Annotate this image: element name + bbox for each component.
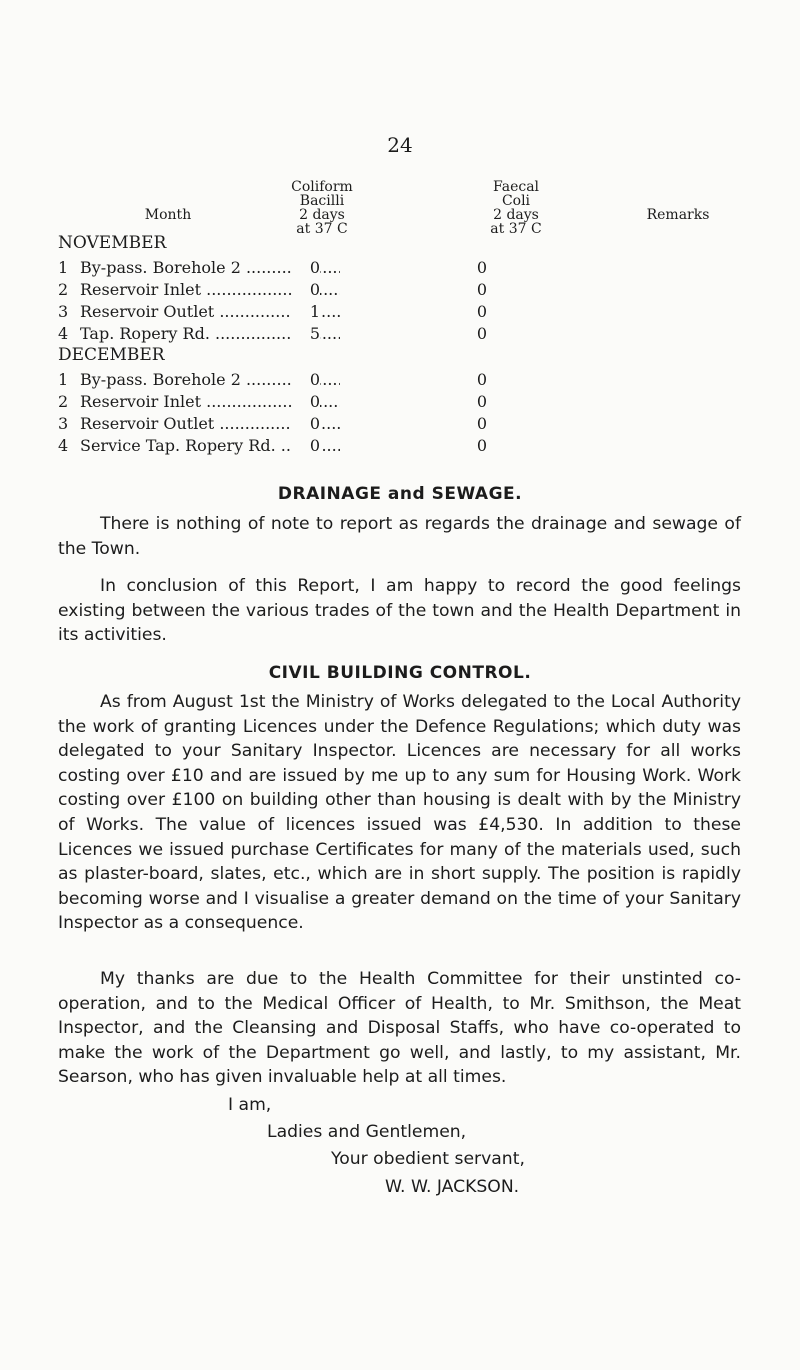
table-row — [58, 414, 658, 436]
coliform-header-line: 2 days — [299, 207, 345, 223]
table-row — [58, 436, 658, 458]
coliform-header-line: Coliform — [291, 179, 353, 195]
closing-i-am: I am, — [228, 1095, 272, 1115]
remarks-header-label: Remarks — [646, 207, 710, 223]
row-faecal-value: 0 — [476, 370, 488, 389]
row-coliform-value: 0 — [292, 258, 320, 277]
row-coliform-value: 5 — [292, 324, 320, 343]
closing-salutation: Ladies and Gentlemen, — [267, 1122, 467, 1142]
row-number: 1 — [58, 258, 69, 277]
month-header-label: Month — [144, 207, 192, 223]
row-site-text: By-pass. Borehole 2 ..... — [80, 258, 340, 277]
column-header-remarks — [628, 208, 728, 222]
page-number: 24 — [387, 133, 413, 157]
row-coliform-value: 0 — [292, 392, 320, 411]
section-label-december: DECEMBER — [58, 345, 165, 365]
row-coliform-value: 0 — [292, 436, 320, 455]
row-number: 2 — [58, 392, 69, 411]
row-number: 4 — [58, 436, 69, 455]
row-faecal-value: 0 — [476, 302, 488, 321]
row-number: 3 — [58, 414, 69, 433]
row-number: 2 — [58, 280, 69, 299]
row-faecal-value: 0 — [476, 414, 488, 433]
paragraph-drainage: There is nothing of note to report as regards the drainage and sewage of the Town. — [58, 514, 741, 559]
row-coliform-value: 0 — [292, 280, 320, 299]
row-coliform-value: 0 — [292, 414, 320, 433]
row-faecal-value: 0 — [476, 436, 488, 455]
row-coliform-value: 0 — [292, 370, 320, 389]
faecal-header-line: at 37 C — [490, 221, 542, 237]
row-site-text: Service Tap. Ropery Rd. ..... — [80, 436, 340, 455]
signature-name: W. W. JACKSON. — [385, 1177, 520, 1197]
row-site-text: Reservoir Inlet ..... — [80, 392, 340, 411]
column-header-faecal — [456, 180, 576, 236]
row-site-text: Reservoir Inlet ..... — [80, 280, 340, 299]
column-header-month — [128, 208, 208, 222]
section-heading-drainage: DRAINAGE and SEWAGE. — [277, 484, 523, 504]
table-row — [58, 324, 658, 346]
table-row — [58, 392, 658, 414]
paragraph-licences: As from August 1st the Ministry of Works delegated to the Local Authority the work of granting Licences under the Defence Regulations; which duty was delegated to your Sanitary Inspector. Licences are necessary for all works costing over £10 and are issued by me up to any sum for Housing Work. Work costing over £100 on building other than housing is dealt with by the Ministry of Works. The value of licences issued was £4,530. In addition to these Licences we issued purchase Certificates for many of the materials used, such as plaster-board, slates, etc., which are in short supply. The position is rapidly becoming worse and I visualise a greater demand on the time of your Sanitary Inspector as a consequence. — [58, 692, 741, 934]
table-row — [58, 370, 658, 392]
row-number: 4 — [58, 324, 69, 343]
row-site-text: Reservoir Outlet ..... — [80, 414, 340, 433]
column-header-coliform — [262, 180, 382, 236]
faecal-header-line: Faecal — [492, 179, 540, 195]
row-site-text: Reservoir Outlet ..... — [80, 302, 340, 321]
row-number: 3 — [58, 302, 69, 321]
section-heading-civil-building: CIVIL BUILDING CONTROL. — [268, 663, 532, 683]
row-faecal-value: 0 — [476, 280, 488, 299]
row-number: 1 — [58, 370, 69, 389]
row-faecal-value: 0 — [476, 392, 488, 411]
table-row — [58, 280, 658, 302]
row-site-text: Tap. Ropery Rd. ..... — [80, 324, 340, 343]
row-coliform-value: 1 — [292, 302, 320, 321]
faecal-header-line: Coli — [501, 193, 531, 209]
row-faecal-value: 0 — [476, 324, 488, 343]
closing-valediction: Your obedient servant, — [331, 1149, 525, 1169]
row-faecal-value: 0 — [476, 258, 488, 277]
table-row — [58, 302, 658, 324]
table-row — [58, 258, 658, 280]
paragraph-thanks: My thanks are due to the Health Committee for their unstinted co-operation, and to the Medical Officer of Health, to Mr. Smithson, the Meat Inspector, and the Cleansing and Disposal Staffs, who have co-operated to make the work of the Department go well, and lastly, to my assistant, Mr. Searson, who has given invaluable help at all times. — [58, 969, 741, 1088]
section-label-november: NOVEMBER — [58, 233, 167, 253]
coliform-header-line: Bacilli — [299, 193, 345, 209]
faecal-header-line: 2 days — [493, 207, 539, 223]
paragraph-conclusion: In conclusion of this Report, I am happy to record the good feelings existing between the various trades of the town and the Health Department in its activities. — [58, 576, 741, 646]
row-site-text: By-pass. Borehole 2 ..... — [80, 370, 340, 389]
coliform-header-line: at 37 C — [296, 221, 348, 237]
